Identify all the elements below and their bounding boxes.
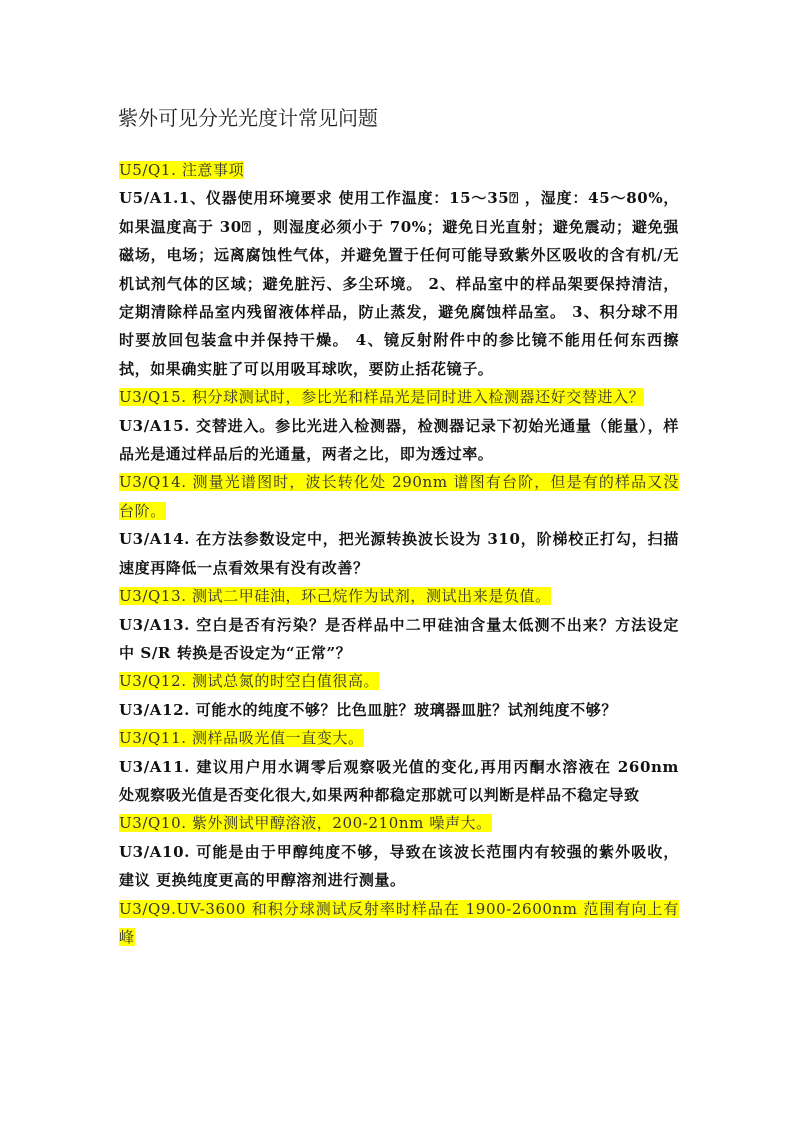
- answer-u3-a11: U3/A11. 建议用户用水调零后观察吸光值的变化,再用丙酮水溶液在 260nm 处观察吸光值是否变化很大,如果两种都稳定那就可以判断是样品不稳定导致: [119, 757, 679, 804]
- faq-body: [119, 156, 679, 951]
- question-u3-q14: U3/Q14. 测量光谱图时，波长转化处 290nm 谱图有台阶，但是有的样品又没台阶。: [119, 473, 679, 520]
- question-u3-q10: U3/Q10. 紫外测试甲醇溶液，200-210nm 噪声大。: [119, 814, 492, 833]
- question-u3-q12: U3/Q12. 测试总氮的时空白值很高。: [119, 672, 380, 691]
- answer-u3-a14: U3/A14. 在方法参数设定中，把光源转换波长设为 310，阶梯校正打勾，扫描速度再降低一点看效果有没有改善？: [119, 530, 679, 577]
- question-u3-q11: U3/Q11. 测样品吸光值一直变大。: [119, 729, 364, 748]
- answer-u3-a10: U3/A10. 可能是由于甲醇纯度不够，导致在该波长范围内有较强的紫外吸收，建议 更换纯度更高的甲醇溶剂进行测量。: [119, 842, 679, 890]
- page-title: 紫外可见分光光度计常见问题: [118, 106, 378, 130]
- answer-u3-a13: U3/A13. 空白是否有污染？是否样品中二甲硅油含量太低测不出来？方法设定中 S/R 转换是否设定为“正常”？: [119, 615, 679, 662]
- answer-u5-a1: U5/A1.1、仪器使用环境要求 使用工作温度：15～35⍰ ，湿度：45～80%，如果温度高于 30⍰ ，则湿度必须小于 70%；避免日光直射；避免震动；避免强磁场，电场；远离腐蚀性气体，并避免置于任何可能导致紫外区吸收的含有机/无机试剂气体的区域；避免脏污、多尘环境。 2、样品室中的样品架要保持清洁，定期清除样品室内残留液体样品，防止蒸发，避免腐蚀样品室。 3、积分球不用时要放回包装盒中并保持干燥。 4、镜反射附件中的参比镜不能用任何东西擦拭，如果确实脏了可以用吸耳球吹，要防止括花镜子。: [119, 189, 679, 378]
- question-u3-q15: U3/Q15. 积分球测试时，参比光和样品光是同时进入检测器还好交替进入？: [119, 388, 645, 407]
- question-u3-q9: U3/Q9.UV-3600 和积分球测试反射率时样品在 1900-2600nm 范围有向上有峰: [119, 899, 679, 946]
- answer-u3-a12: U3/A12. 可能水的纯度不够？比色皿脏？玻璃器皿脏？试剂纯度不够？: [119, 700, 617, 719]
- question-u5-q1: U5/Q1. 注意事项: [119, 161, 245, 179]
- question-u3-q13: U3/Q13. 测试二甲硅油，环己烷作为试剂，测试出来是负值。: [119, 587, 551, 606]
- answer-u3-a15: U3/A15. 交替进入。参比光进入检测器，检测器记录下初始光通量（能量），样品光是通过样品后的光通量，两者之比，即为透过率。: [119, 416, 679, 464]
